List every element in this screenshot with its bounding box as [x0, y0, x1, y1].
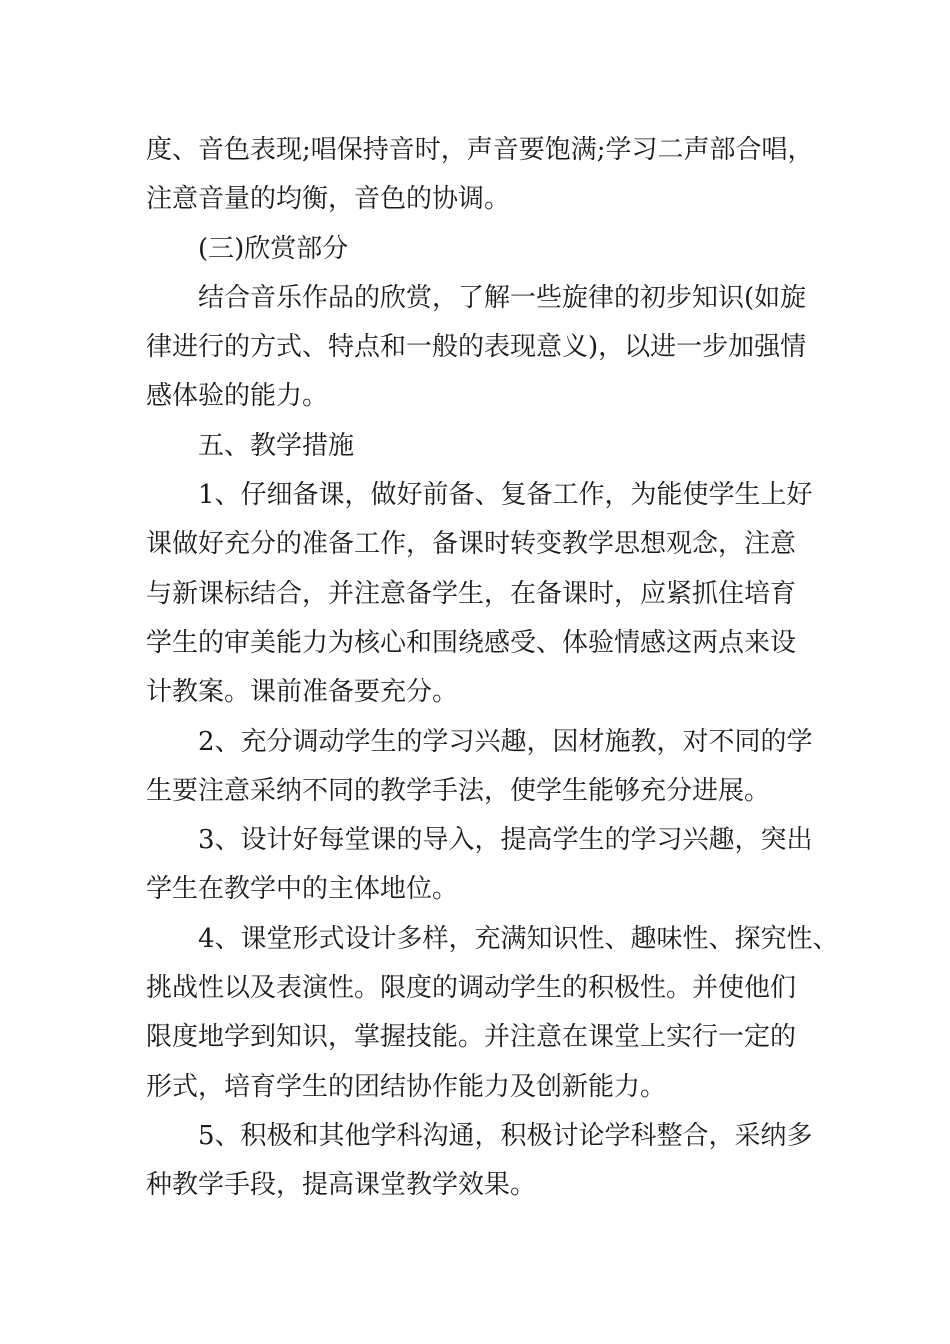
- text-line: 4、课堂形式设计多样，充满知识性、趣味性、探究性、: [198, 923, 839, 954]
- text-line: 学生在教学中的主体地位。: [146, 874, 459, 905]
- text-line: 5、积极和其他学科沟通，积极讨论学科整合，采纳多: [198, 1120, 813, 1151]
- text-line: 1、仔细备课，做好前备、复备工作，为能使学生上好: [198, 480, 813, 511]
- text-line: 2、充分调动学生的学习兴趣，因材施教，对不同的学: [198, 726, 813, 757]
- text-line: 注意音量的均衡，音色的协调。: [146, 184, 511, 215]
- text-line: 感体验的能力。: [146, 381, 329, 412]
- text-line: 3、设计好每堂课的导入，提高学生的学习兴趣，突出: [198, 825, 813, 856]
- text-line: 度、音色表现;唱保持音时，声音要饱满;学习二声部合唱，: [146, 135, 814, 165]
- text-line: 与新课标结合，并注意备学生，在备课时，应紧抓住培育: [146, 578, 797, 609]
- text-line: 结合音乐作品的欣赏，了解一些旋律的初步知识(如旋: [198, 282, 807, 313]
- text-line: 种教学手段，提高课堂教学效果。: [146, 1170, 537, 1201]
- section-heading: (三)欣赏部分: [198, 233, 349, 264]
- section-heading: 五、教学措施: [198, 430, 355, 461]
- text-line: 限度地学到知识，掌握技能。并注意在课堂上实行一定的: [146, 1022, 797, 1053]
- document-body: [146, 126, 839, 1211]
- text-line: 挑战性以及表演性。限度的调动学生的积极性。并使他们: [146, 973, 797, 1004]
- text-line: 学生的审美能力为核心和围绕感受、体验情感这两点来设: [146, 627, 797, 658]
- text-line: 形式，培育学生的团结协作能力及创新能力。: [146, 1071, 667, 1102]
- text-line: 律进行的方式、特点和一般的表现意义)，以进一步加强情: [146, 332, 807, 363]
- text-line: 课做好充分的准备工作，备课时转变教学思想观念，注意: [146, 529, 797, 560]
- text-line: 计教案。课前准备要充分。: [146, 677, 459, 708]
- text-line: 生要注意采纳不同的教学手法，使学生能够充分进展。: [146, 775, 771, 806]
